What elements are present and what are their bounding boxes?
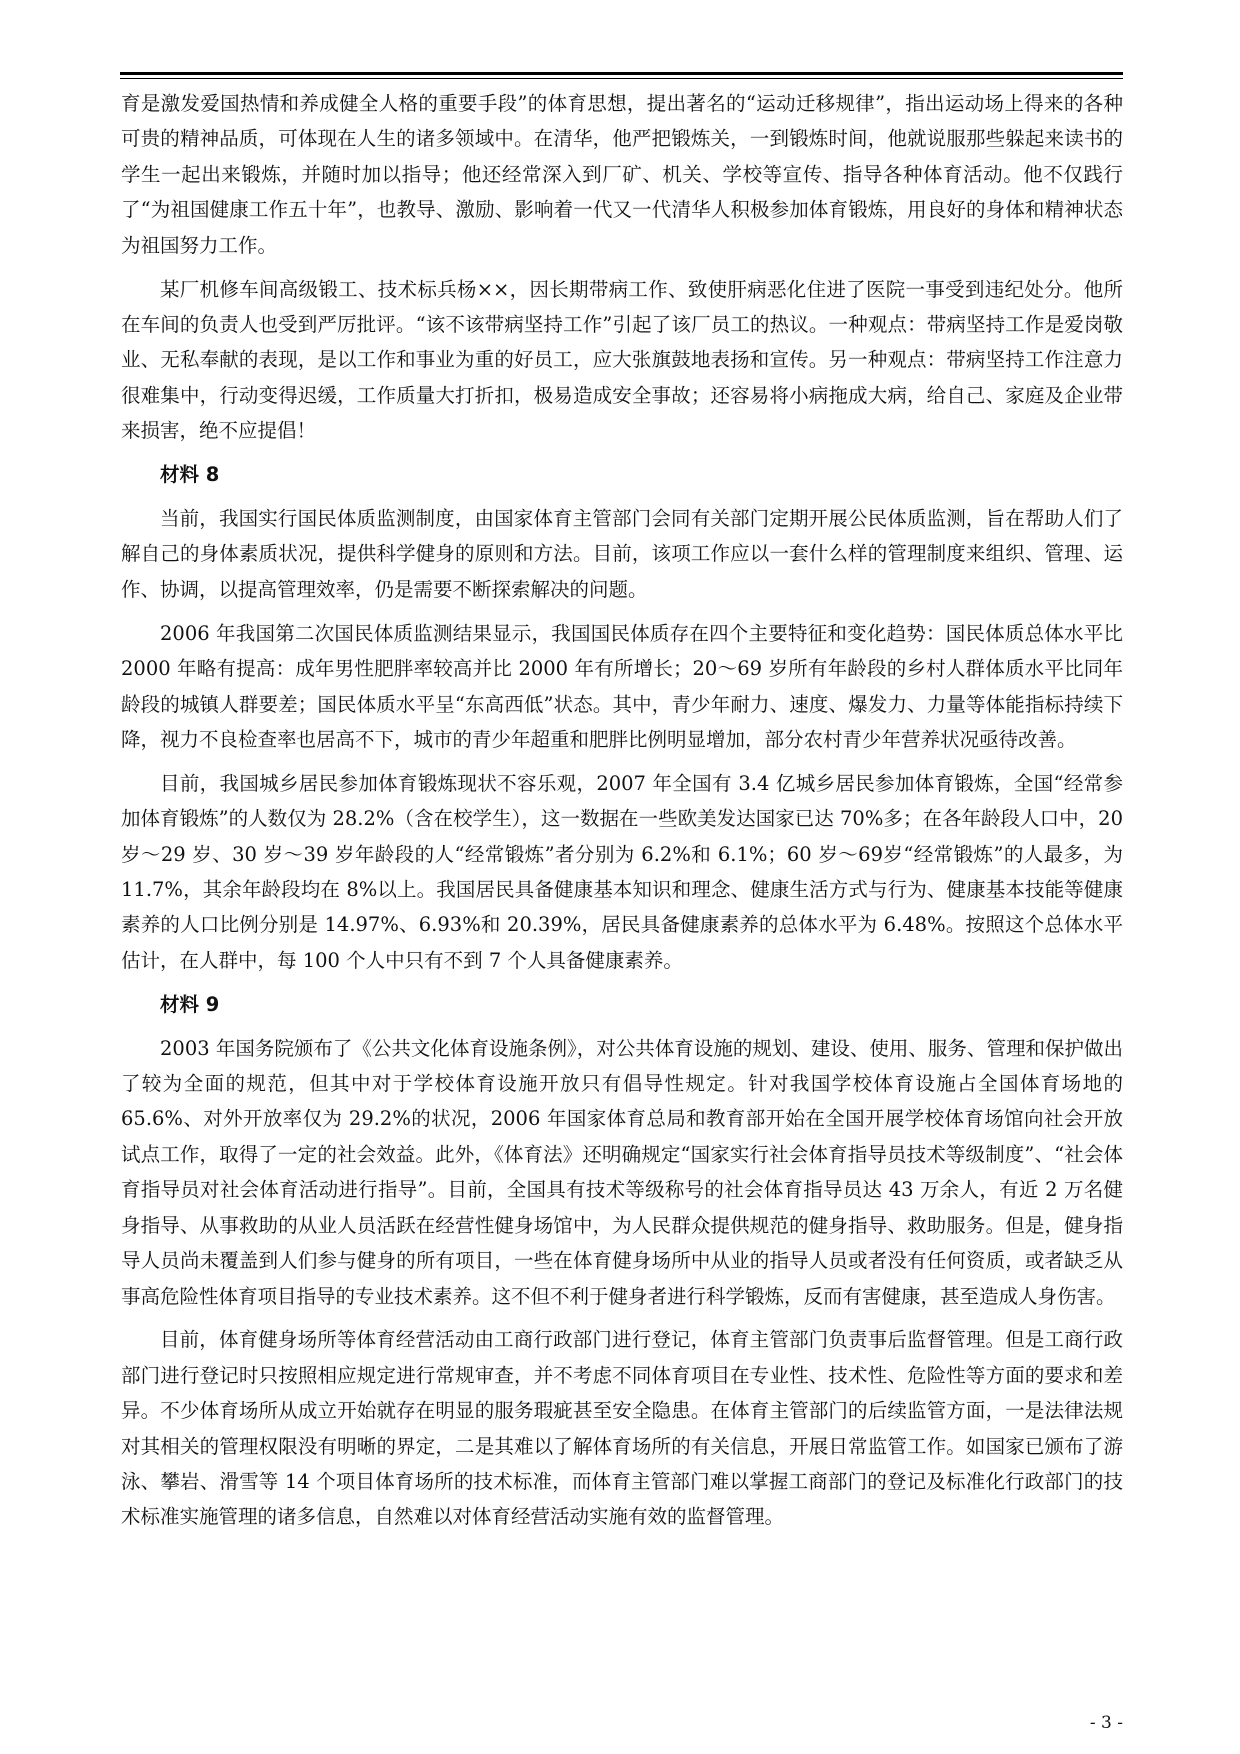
paragraph: 2006 年我国第二次国民体质监测结果显示，我国国民体质存在四个主要特征和变化趋势：国民体质总体水平比 2000 年略有提高：成年男性肥胖率较高并比 2000 年有所增长；20～69 岁所有年龄段的乡村人群体质水平比同年龄段的城镇人群要差；国民体质水平呈“东高西低”状态。其中，青少年耐力、速度、爆发力、力量等体能指标持续下降，视力不良检查率也居高不下，城市的青少年超重和肥胖比例明显增加，部分农村青少年营养状况亟待改善。	[121, 621, 1123, 751]
page-number: - 3 -	[1089, 1713, 1123, 1733]
paragraph: 某厂机修车间高级锻工、技术标兵杨××，因长期带病工作、致使肝病恶化住进了医院一事受到违纪处分。他所在车间的负责人也受到严厉批评。“该不该带病坚持工作”引起了该厂员工的热议。一种观点：带病坚持工作是爱岗敬业、无私奉献的表现，是以工作和事业为重的好员工，应大张旗鼓地表扬和宣传。另一种观点：带病坚持工作注意力很难集中，行动变得迟缓，工作质量大打折扣，极易造成安全事故；还容易将小病拖成大病，给自己、家庭及企业带来损害，绝不应提倡！	[121, 277, 1123, 443]
section-heading-material-9: 材料 9	[160, 992, 220, 1016]
header-rule-thin	[120, 78, 1123, 79]
paragraph: 目前，我国城乡居民参加体育锻炼现状不容乐观，2007 年全国有 3.4 亿城乡居民参加体育锻炼，全国“经常参加体育锻炼”的人数仅为 28.2%（含在校学生），这一数据在一些欧美发达国家已达 70%多；在各年龄段人口中，20 岁～29 岁、30 岁～39 岁年龄段的人“经常锻炼”者分别为 6.2%和 6.1%；60 岁～69岁“经常锻炼”的人最多，为 11.7%，其余年龄段均在 8%以上。我国居民具备健康基本知识和理念、健康生活方式与行为、健康基本技能等健康素养的人口比例分别是 14.97%、6.93%和 20.39%，居民具备健康素养的总体水平为 6.48%。按照这个总体水平估计，在人群中，每 100 个人中只有不到 7 个人具备健康素养。	[121, 771, 1123, 972]
paragraph: 当前，我国实行国民体质监测制度，由国家体育主管部门会同有关部门定期开展公民体质监测，旨在帮助人们了解自己的身体素质状况，提供科学健身的原则和方法。目前，该项工作应以一套什么样的管理制度来组织、管理、运作、协调，以提高管理效率，仍是需要不断探索解决的问题。	[121, 506, 1123, 601]
header-rule-thick	[120, 72, 1123, 75]
section-heading-material-8: 材料 8	[160, 463, 220, 487]
paragraph: 目前，体育健身场所等体育经营活动由工商行政部门进行登记，体育主管部门负责事后监督管理。但是工商行政部门进行登记时只按照相应规定进行常规审查，并不考虑不同体育项目在专业性、技术性、危险性等方面的要求和差异。不少体育场所从成立开始就存在明显的服务瑕疵甚至安全隐患。在体育主管部门的后续监管方面，一是法律法规对其相关的管理权限没有明晰的界定，二是其难以了解体育场所的有关信息，开展日常监管工作。如国家已颁布了游泳、攀岩、滑雪等 14 个项目体育场所的技术标准，而体育主管部门难以掌握工商部门的登记及标准化行政部门的技术标准实施管理的诸多信息，自然难以对体育经营活动实施有效的监督管理。	[121, 1328, 1123, 1529]
paragraph: 2003 年国务院颁布了《公共文化体育设施条例》，对公共体育设施的规划、建设、使用、服务、管理和保护做出了较为全面的规范，但其中对于学校体育设施开放只有倡导性规定。针对我国学校体育设施占全国体育场地的 65.6%、对外开放率仅为 29.2%的状况，2006 年国家体育总局和教育部开始在全国开展学校体育场馆向社会开放试点工作，取得了一定的社会效益。此外，《体育法》还明确规定“国家实行社会体育指导员技术等级制度”、“社会体育指导员对社会体育活动进行指导”。目前，全国具有技术等级称号的社会体育指导员达 43 万余人，有近 2 万名健身指导、从事救助的从业人员活跃在经营性健身场馆中，为人民群众提供规范的健身指导、救助服务。但是，健身指导人员尚未覆盖到人们参与健身的所有项目，一些在体育健身场所中从业的指导人员或者没有任何资质，或者缺乏从事高危险性体育项目指导的专业技术素养。这不但不利于健身者进行科学锻炼，反而有害健康，甚至造成人身伤害。	[121, 1036, 1123, 1308]
paragraph-continued: 育是激发爱国热情和养成健全人格的重要手段”的体育思想，提出著名的“运动迁移规律”，指出运动场上得来的各种可贵的精神品质，可体现在人生的诸多领域中。在清华，他严把锻炼关，一到锻炼时间，他就说服那些躲起来读书的学生一起出来锻炼，并随时加以指导；他还经常深入到厂矿、机关、学校等宣传、指导各种体育活动。他不仅践行了“为祖国健康工作五十年”，也教导、激励、影响着一代又一代清华人积极参加体育锻炼，用良好的身体和精神状态为祖国努力工作。	[121, 92, 1123, 257]
document-body	[121, 86, 1123, 1535]
